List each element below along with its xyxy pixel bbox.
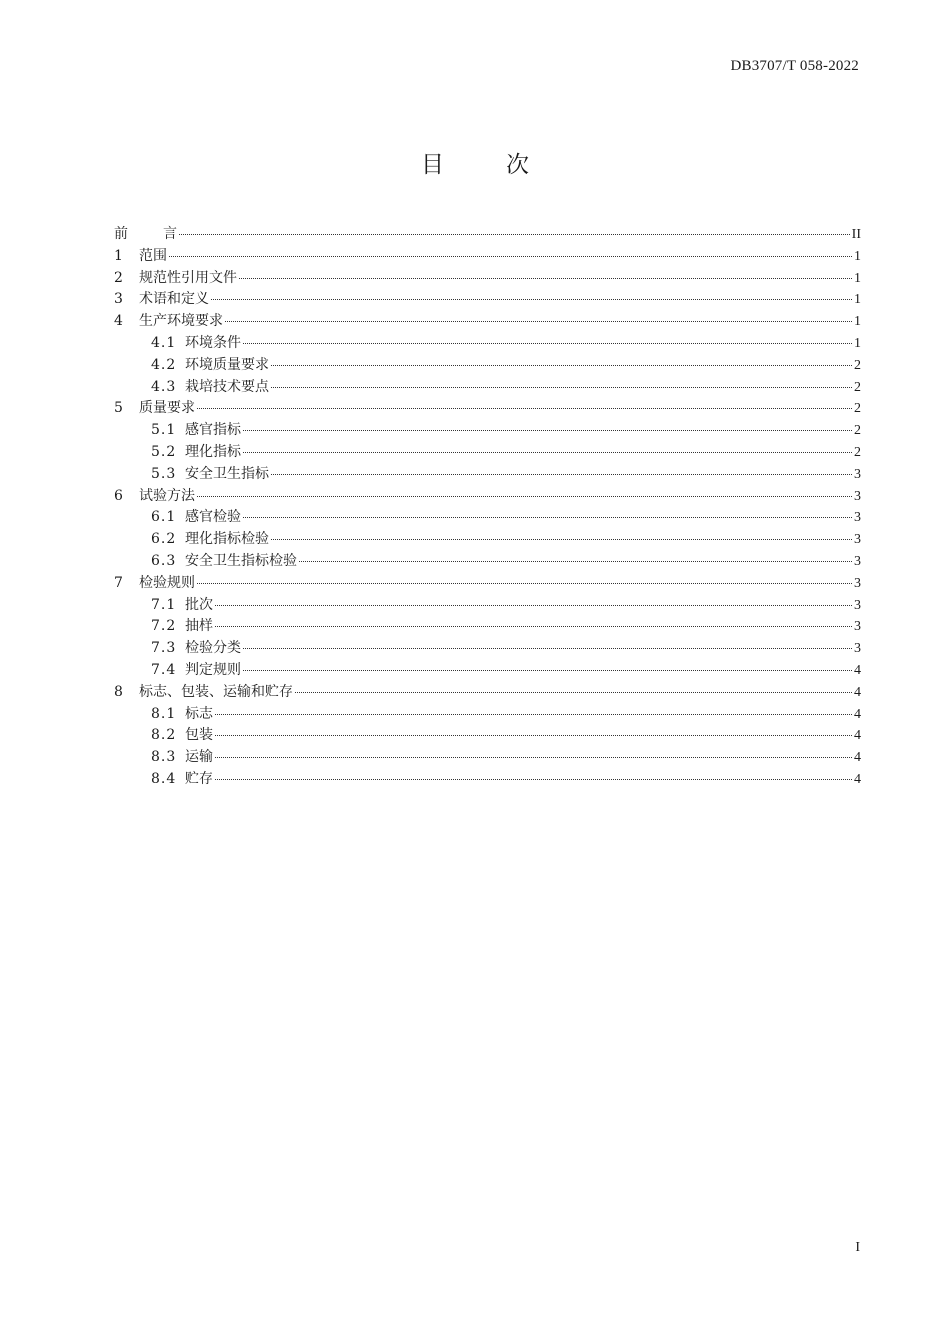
- dot-leader: [197, 407, 852, 409]
- toc-entry-label: 术语和定义: [139, 291, 209, 308]
- toc-entry-7-4[interactable]: [114, 660, 861, 682]
- toc-entry-3[interactable]: [114, 289, 861, 311]
- toc-entry-8-2[interactable]: [114, 725, 861, 747]
- dot-leader: [295, 691, 852, 693]
- toc-entry-number: 3: [114, 291, 123, 308]
- toc-entry-number: 5.3: [151, 465, 177, 482]
- toc-entry-4-3[interactable]: [114, 377, 861, 399]
- toc-entry-6-2[interactable]: [114, 529, 861, 551]
- toc-entry-8-3[interactable]: [114, 747, 861, 769]
- dot-leader: [215, 604, 852, 606]
- toc-entry-label: 标志、包装、运输和贮存: [139, 683, 293, 700]
- toc-entry-page: 4: [854, 728, 861, 744]
- table-of-contents: [114, 224, 861, 791]
- toc-entry-4-2[interactable]: [114, 355, 861, 377]
- toc-entry-5-1[interactable]: [114, 420, 861, 442]
- toc-entry-page: 3: [854, 597, 861, 613]
- toc-entry-5-2[interactable]: [114, 442, 861, 464]
- dot-leader: [211, 298, 852, 300]
- dot-leader: [243, 669, 852, 671]
- dot-leader: [243, 647, 852, 649]
- toc-entry-page: 2: [854, 379, 861, 395]
- toc-entry-8-4[interactable]: [114, 769, 861, 791]
- toc-entry-8[interactable]: [114, 682, 861, 704]
- toc-entry-page: 4: [854, 662, 861, 678]
- toc-entry-number: 6.1: [151, 509, 177, 526]
- dot-leader: [243, 451, 852, 453]
- dot-leader: [271, 473, 852, 475]
- toc-entry-label: 试验方法: [139, 487, 195, 504]
- toc-entry-number: 8: [114, 683, 123, 700]
- toc-entry-label: 批次: [185, 596, 213, 613]
- toc-entry-page: 1: [854, 292, 861, 308]
- toc-entry-label: 安全卫生指标: [185, 465, 269, 482]
- toc-entry-page: 2: [854, 401, 861, 417]
- toc-entry-page: 3: [854, 532, 861, 548]
- toc-entry-label: 环境质量要求: [185, 356, 269, 373]
- title-char-first: 目: [421, 152, 444, 178]
- toc-entry-number: 5: [114, 400, 123, 417]
- dot-leader: [271, 538, 852, 540]
- toc-entry-page: 3: [854, 553, 861, 569]
- toc-entry-number: 8.3: [151, 749, 177, 766]
- toc-entry-4[interactable]: [114, 311, 861, 333]
- toc-entry-number: 8.4: [151, 770, 177, 787]
- toc-entry-label: 检验规则: [139, 574, 195, 591]
- toc-entry-7[interactable]: [114, 573, 861, 595]
- toc-entry-number: 4.3: [151, 378, 177, 395]
- toc-entry-page: 1: [854, 270, 861, 286]
- toc-entry-page: 4: [854, 750, 861, 766]
- dot-leader: [197, 582, 852, 584]
- toc-entry-page: 4: [854, 706, 861, 722]
- toc-entry-page: 2: [854, 444, 861, 460]
- title-char-second: 次: [506, 152, 529, 178]
- page-title: [0, 146, 950, 179]
- dot-leader: [239, 277, 852, 279]
- toc-entry-number: 6.2: [151, 531, 177, 548]
- dot-leader: [243, 342, 852, 344]
- toc-entry-number: 7.2: [151, 618, 177, 635]
- toc-entry-label: 包装: [185, 727, 213, 744]
- toc-entry-number: 7.4: [151, 661, 177, 678]
- dot-leader: [179, 233, 850, 235]
- dot-leader: [299, 560, 852, 562]
- toc-entry-number: 6.3: [151, 552, 177, 569]
- toc-entry-label: 运输: [185, 749, 213, 766]
- document-code: DB3707/T 058-2022: [730, 58, 859, 74]
- toc-entry-page: 1: [854, 335, 861, 351]
- toc-entry-page: 3: [854, 575, 861, 591]
- toc-entry-label: 判定规则: [185, 661, 241, 678]
- toc-entry-1[interactable]: [114, 246, 861, 268]
- toc-entry-number: 1: [114, 247, 123, 264]
- toc-entry-page: 3: [854, 641, 861, 657]
- toc-entry-page: 3: [854, 488, 861, 504]
- toc-entry-label: 环境条件: [185, 334, 241, 351]
- toc-entry-page: 3: [854, 510, 861, 526]
- toc-entry-label: 检验分类: [185, 640, 241, 657]
- toc-entry-page: 3: [854, 466, 861, 482]
- toc-entry-page: 2: [854, 423, 861, 439]
- toc-entry-page: 1: [854, 248, 861, 264]
- toc-entry-label: 感官检验: [185, 509, 241, 526]
- toc-entry-label: 质量要求: [139, 400, 195, 417]
- toc-entry-label: 生产环境要求: [139, 313, 223, 330]
- toc-entry-7-3[interactable]: [114, 638, 861, 660]
- toc-entry-page: 1: [854, 314, 861, 330]
- toc-entry-7-1[interactable]: [114, 595, 861, 617]
- toc-entry-4-1[interactable]: [114, 333, 861, 355]
- toc-entry-page: II: [851, 227, 861, 242]
- dot-leader: [215, 756, 852, 758]
- toc-entry-number: 8.1: [151, 705, 177, 722]
- toc-entry-8-1[interactable]: [114, 704, 861, 726]
- toc-entry-page: 3: [854, 619, 861, 635]
- toc-entry-page: 4: [854, 684, 861, 700]
- toc-entry-label: 安全卫生指标检验: [185, 552, 297, 569]
- toc-entry-6[interactable]: [114, 486, 861, 508]
- dot-leader: [225, 320, 852, 322]
- dot-leader: [169, 255, 852, 257]
- toc-entry-number: 4.2: [151, 356, 177, 373]
- dot-leader: [215, 625, 852, 627]
- toc-entry-label: 贮存: [185, 770, 213, 787]
- dot-leader: [215, 713, 852, 715]
- toc-entry-number: 8.2: [151, 727, 177, 744]
- dot-leader: [215, 734, 852, 736]
- toc-entry-number: 7: [114, 574, 123, 591]
- toc-entry-label: 抽样: [185, 618, 213, 635]
- toc-entry-number: 7.1: [151, 596, 177, 613]
- dot-leader: [243, 516, 852, 518]
- toc-entry-5-3[interactable]: [114, 464, 861, 486]
- toc-entry-label: 感官指标: [185, 422, 241, 439]
- page-number: I: [855, 1240, 860, 1255]
- toc-entry-label: 理化指标检验: [185, 531, 269, 548]
- toc-entry-5[interactable]: [114, 398, 861, 420]
- toc-entry-page: 4: [854, 771, 861, 787]
- dot-leader: [271, 386, 852, 388]
- toc-entry-preface[interactable]: [114, 224, 861, 246]
- toc-entry-6-1[interactable]: [114, 507, 861, 529]
- toc-entry-number: 7.3: [151, 640, 177, 657]
- toc-entry-page: 2: [854, 357, 861, 373]
- toc-entry-label: 理化指标: [185, 443, 241, 460]
- toc-entry-number: 4: [114, 313, 123, 330]
- toc-entry-label: 前 言: [114, 226, 177, 242]
- toc-entry-number: 5.2: [151, 443, 177, 460]
- toc-entry-number: 5.1: [151, 422, 177, 439]
- toc-entry-number: 6: [114, 487, 123, 504]
- dot-leader: [215, 778, 852, 780]
- toc-entry-label: 规范性引用文件: [139, 269, 237, 286]
- toc-entry-6-3[interactable]: [114, 551, 861, 573]
- toc-entry-label: 栽培技术要点: [185, 378, 269, 395]
- dot-leader: [243, 429, 852, 431]
- toc-entry-label: 标志: [185, 705, 213, 722]
- toc-entry-2[interactable]: [114, 268, 861, 290]
- dot-leader: [197, 495, 852, 497]
- dot-leader: [271, 364, 852, 366]
- toc-entry-number: 4.1: [151, 334, 177, 351]
- toc-entry-7-2[interactable]: [114, 616, 861, 638]
- toc-entry-number: 2: [114, 269, 123, 286]
- toc-entry-label: 范围: [139, 247, 167, 264]
